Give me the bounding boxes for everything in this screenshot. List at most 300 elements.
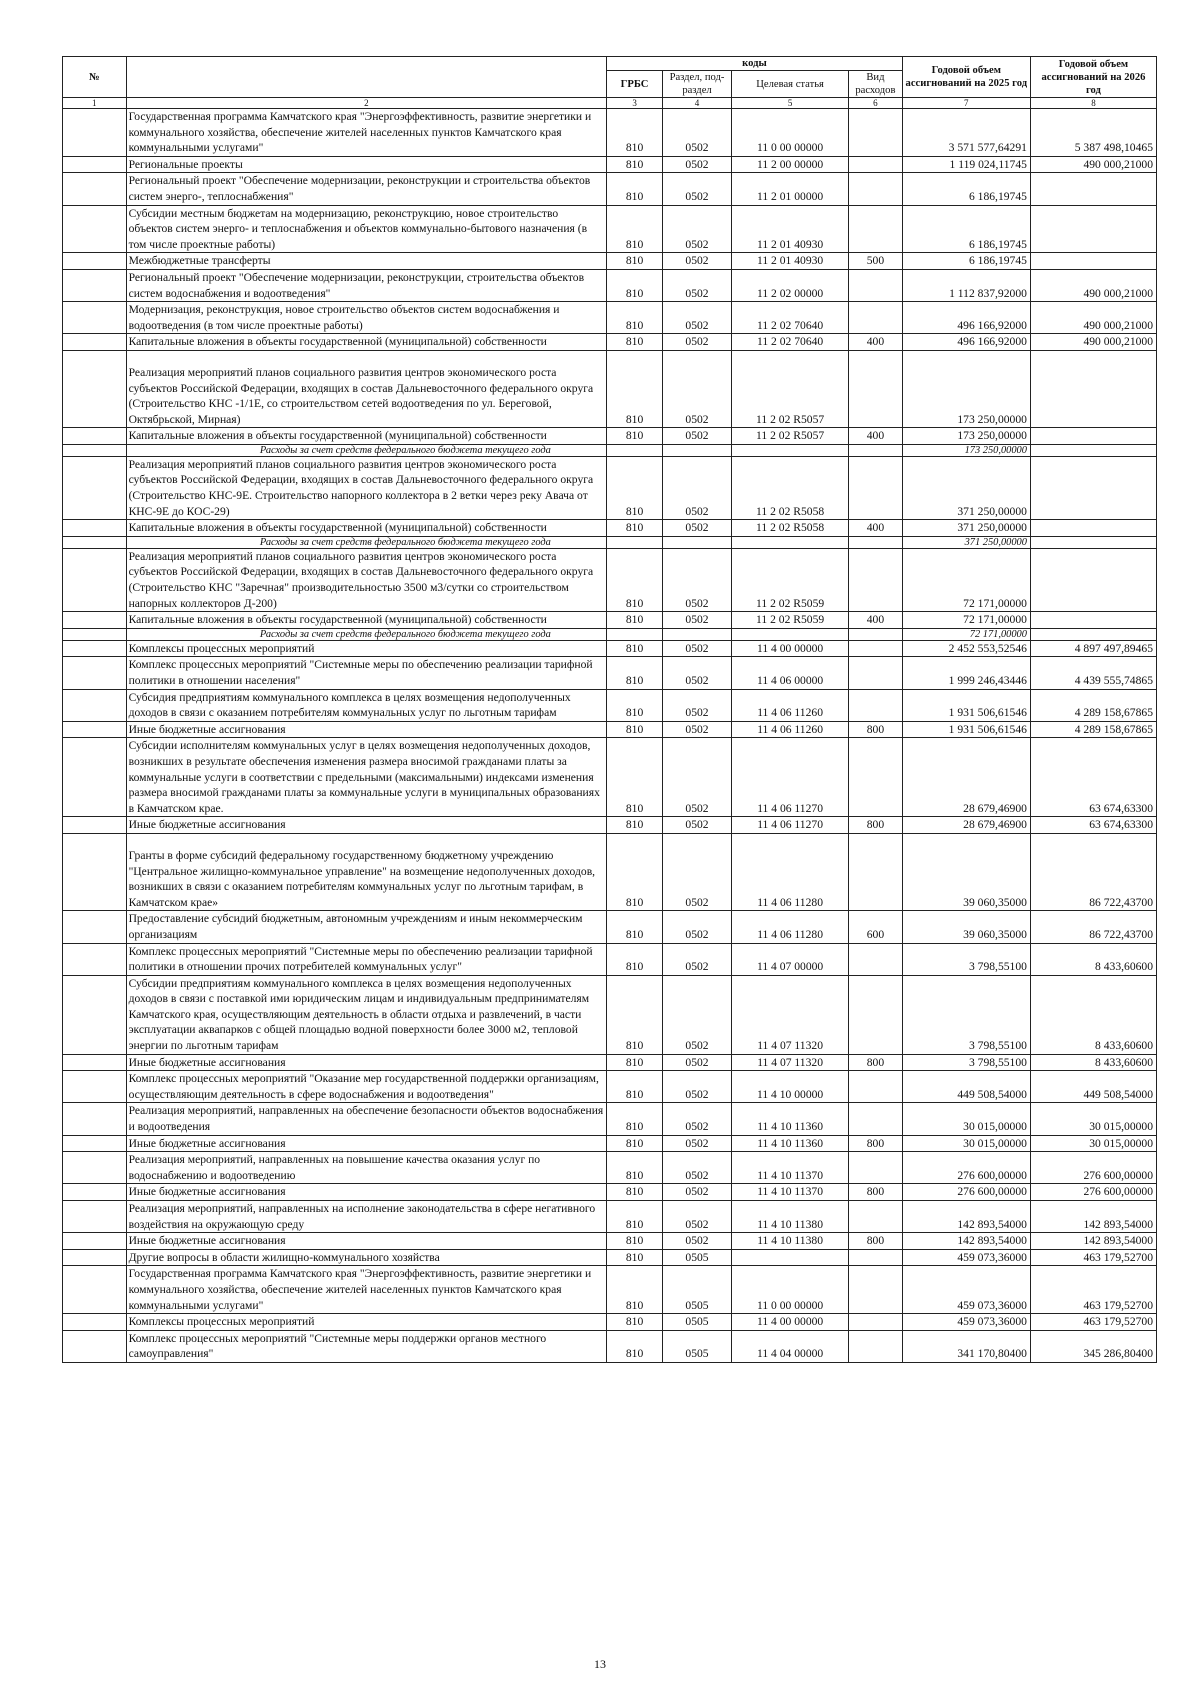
cell-type: 400	[849, 520, 903, 537]
cell-v2025: 1 119 024,11745	[902, 156, 1030, 173]
cell-section: 0502	[662, 689, 731, 721]
cell-name: Субсидии местным бюджетам на модернизацию, реконструкцию, новое строительство объектов систем энерго- и теплоснабжения и объектов коммунально-бытового назначения (в том числе проектные работы)	[126, 205, 607, 253]
cell-target: 11 2 02 70640	[732, 334, 849, 351]
cell-v2025: 1 999 246,43446	[902, 657, 1030, 689]
cell-name: Реализация мероприятий, направленных на обеспечение безопасности объектов водоснабжения и водоотведения	[126, 1103, 607, 1135]
cell-target: 11 2 02 R5059	[732, 612, 849, 629]
cell-name: Межбюджетные трансферты	[126, 253, 607, 270]
cell-name: Капитальные вложения в объекты государственной (муниципальной) собственности	[126, 334, 607, 351]
cell-section: 0502	[662, 1054, 731, 1071]
cell-type: 600	[849, 911, 903, 943]
cell-grbs: 810	[607, 1054, 663, 1071]
table-row	[63, 1249, 1157, 1266]
table-header	[63, 57, 1157, 109]
cell-type	[849, 1314, 903, 1331]
cell-v2026	[1030, 456, 1156, 519]
cell-grbs: 810	[607, 1071, 663, 1103]
cell-type: 400	[849, 612, 903, 629]
cell-section: 0502	[662, 456, 731, 519]
table-row	[63, 334, 1157, 351]
cell-grbs: 810	[607, 975, 663, 1054]
column-number: 4	[662, 98, 731, 109]
cell-section	[662, 536, 731, 548]
cell-name: Государственная программа Камчатского края "Энергоэффективность, развитие энергетики и коммунального хозяйства, обеспечение жителей населенных пунктов Камчатского края коммунальными услугами"	[126, 1266, 607, 1314]
cell-v2025: 459 073,36000	[902, 1314, 1030, 1331]
table-row	[63, 302, 1157, 334]
cell-section: 0502	[662, 1201, 731, 1233]
cell-section: 0502	[662, 269, 731, 301]
cell-type	[849, 1266, 903, 1314]
cell-v2026: 30 015,00000	[1030, 1103, 1156, 1135]
cell-name: Региональный проект "Обеспечение модернизации, реконструкции и строительства объектов систем энерго-, теплоснабжения"	[126, 173, 607, 205]
cell-section: 0502	[662, 109, 731, 157]
cell-section: 0502	[662, 833, 731, 910]
cell-no	[63, 1071, 127, 1103]
column-number: 6	[849, 98, 903, 109]
cell-no	[63, 456, 127, 519]
cell-v2025: 3 571 577,64291	[902, 109, 1030, 157]
cell-v2026: 63 674,63300	[1030, 817, 1156, 834]
cell-section: 0505	[662, 1330, 731, 1362]
cell-type: 800	[849, 721, 903, 738]
cell-name: Государственная программа Камчатского края "Энергоэффективность, развитие энергетики и коммунального хозяйства, обеспечение жителей населенных пунктов Камчатского края коммунальными услугами"	[126, 109, 607, 157]
cell-grbs: 810	[607, 1314, 663, 1331]
cell-no	[63, 911, 127, 943]
cell-grbs: 810	[607, 520, 663, 537]
table-row	[63, 1314, 1157, 1331]
cell-v2025: 2 452 553,52546	[902, 640, 1030, 657]
cell-grbs: 810	[607, 428, 663, 445]
cell-section: 0502	[662, 738, 731, 817]
cell-type	[849, 205, 903, 253]
cell-v2026: 490 000,21000	[1030, 334, 1156, 351]
cell-section	[662, 444, 731, 456]
table-row	[63, 943, 1157, 975]
cell-type	[849, 1249, 903, 1266]
cell-v2025: 39 060,35000	[902, 911, 1030, 943]
cell-v2026	[1030, 520, 1156, 537]
cell-grbs: 810	[607, 640, 663, 657]
cell-v2026	[1030, 205, 1156, 253]
cell-grbs: 810	[607, 156, 663, 173]
cell-v2026: 5 387 498,10465	[1030, 109, 1156, 157]
cell-v2026: 8 433,60600	[1030, 1054, 1156, 1071]
cell-type	[849, 109, 903, 157]
cell-no	[63, 1314, 127, 1331]
table-row	[63, 640, 1157, 657]
cell-target: 11 4 07 00000	[732, 943, 849, 975]
table-row	[63, 1054, 1157, 1071]
cell-v2026	[1030, 428, 1156, 445]
cell-grbs: 810	[607, 173, 663, 205]
cell-no	[63, 943, 127, 975]
cell-type	[849, 156, 903, 173]
table-row	[63, 269, 1157, 301]
cell-target: 11 4 10 11360	[732, 1103, 849, 1135]
cell-v2025: 496 166,92000	[902, 334, 1030, 351]
column-number: 2	[126, 98, 607, 109]
cell-target: 11 2 02 70640	[732, 302, 849, 334]
cell-target: 11 2 02 R5058	[732, 456, 849, 519]
cell-v2026: 142 893,54000	[1030, 1233, 1156, 1250]
cell-type: 500	[849, 253, 903, 270]
cell-v2026: 30 015,00000	[1030, 1135, 1156, 1152]
cell-no	[63, 302, 127, 334]
cell-v2025: 459 073,36000	[902, 1249, 1030, 1266]
cell-v2025: 173 250,00000	[902, 350, 1030, 427]
cell-v2025: 30 015,00000	[902, 1135, 1030, 1152]
cell-v2025: 1 112 837,92000	[902, 269, 1030, 301]
cell-grbs: 810	[607, 456, 663, 519]
cell-no	[63, 612, 127, 629]
cell-type	[849, 536, 903, 548]
cell-no	[63, 548, 127, 611]
cell-grbs: 810	[607, 657, 663, 689]
cell-no	[63, 1152, 127, 1184]
cell-no	[63, 205, 127, 253]
cell-v2026: 449 508,54000	[1030, 1071, 1156, 1103]
cell-name: Иные бюджетные ассигнования	[126, 1135, 607, 1152]
cell-name: Расходы за счет средств федерального бюджета текущего года	[126, 444, 607, 456]
cell-grbs: 810	[607, 817, 663, 834]
cell-type: 800	[849, 1135, 903, 1152]
cell-v2025: 496 166,92000	[902, 302, 1030, 334]
cell-grbs: 810	[607, 1249, 663, 1266]
cell-type	[849, 444, 903, 456]
cell-target: 11 2 00 00000	[732, 156, 849, 173]
cell-grbs: 810	[607, 205, 663, 253]
cell-name: Капитальные вложения в объекты государственной (муниципальной) собственности	[126, 612, 607, 629]
table-row	[63, 1233, 1157, 1250]
cell-section: 0502	[662, 640, 731, 657]
cell-no	[63, 444, 127, 456]
cell-name: Модернизация, реконструкция, новое строительство объектов систем водоснабжения и водоотведения (в том числе проектные работы)	[126, 302, 607, 334]
cell-name: Капитальные вложения в объекты государственной (муниципальной) собственности	[126, 428, 607, 445]
table-row	[63, 205, 1157, 253]
cell-name: Субсидия предприятиям коммунального комплекса в целях возмещения недополученных доходов в связи с оказанием потребителям коммунальных услуг по льготным тарифам	[126, 689, 607, 721]
cell-target	[732, 1249, 849, 1266]
cell-target: 11 2 01 00000	[732, 173, 849, 205]
cell-type	[849, 173, 903, 205]
column-number-row	[63, 98, 1157, 109]
cell-type	[849, 833, 903, 910]
table-row	[63, 548, 1157, 611]
cell-type: 800	[849, 817, 903, 834]
cell-type	[849, 975, 903, 1054]
cell-target: 11 4 10 00000	[732, 1071, 849, 1103]
cell-v2025: 6 186,19745	[902, 205, 1030, 253]
cell-target: 11 2 02 R5058	[732, 520, 849, 537]
cell-v2026: 4 897 497,89465	[1030, 640, 1156, 657]
table-row	[63, 612, 1157, 629]
cell-grbs: 810	[607, 1184, 663, 1201]
cell-v2025: 276 600,00000	[902, 1184, 1030, 1201]
cell-section: 0505	[662, 1314, 731, 1331]
cell-grbs: 810	[607, 1266, 663, 1314]
cell-name: Региональные проекты	[126, 156, 607, 173]
cell-section: 0502	[662, 657, 731, 689]
cell-name: Комплекс процессных мероприятий "Оказание мер государственной поддержки организациям, осуществляющим деятельность в сфере водоснабжения и водоотведения"	[126, 1071, 607, 1103]
cell-no	[63, 1233, 127, 1250]
table-row	[63, 1135, 1157, 1152]
table-row	[63, 657, 1157, 689]
column-number: 7	[902, 98, 1030, 109]
cell-type	[849, 628, 903, 640]
cell-type	[849, 1152, 903, 1184]
cell-no	[63, 520, 127, 537]
cell-name: Иные бюджетные ассигнования	[126, 1184, 607, 1201]
cell-no	[63, 334, 127, 351]
cell-v2025: 142 893,54000	[902, 1201, 1030, 1233]
cell-name: Комплексы процессных мероприятий	[126, 640, 607, 657]
cell-grbs: 810	[607, 253, 663, 270]
table-row	[63, 109, 1157, 157]
cell-target: 11 2 02 R5057	[732, 350, 849, 427]
cell-target: 11 0 00 00000	[732, 109, 849, 157]
cell-type	[849, 943, 903, 975]
cell-v2026: 8 433,60600	[1030, 943, 1156, 975]
cell-no	[63, 156, 127, 173]
cell-v2025: 173 250,00000	[902, 444, 1030, 456]
table-row	[63, 428, 1157, 445]
cell-grbs: 810	[607, 1103, 663, 1135]
cell-no	[63, 1184, 127, 1201]
cell-grbs	[607, 628, 663, 640]
cell-target: 11 4 10 11370	[732, 1152, 849, 1184]
cell-target: 11 2 02 R5059	[732, 548, 849, 611]
table-row	[63, 1266, 1157, 1314]
cell-type: 800	[849, 1184, 903, 1201]
cell-section	[662, 628, 731, 640]
cell-name: Реализация мероприятий, направленных на исполнение законодательства в сфере негативного воздействия на окружающую среду	[126, 1201, 607, 1233]
cell-name: Предоставление субсидий бюджетным, автономным учреждениям и иным некоммерческим организациям	[126, 911, 607, 943]
header-expense-type: Вид расходов	[849, 71, 903, 98]
header-codes: коды	[607, 57, 903, 71]
cell-target	[732, 628, 849, 640]
cell-v2025: 142 893,54000	[902, 1233, 1030, 1250]
cell-target: 11 2 02 00000	[732, 269, 849, 301]
cell-v2026	[1030, 173, 1156, 205]
cell-target	[732, 536, 849, 548]
cell-name: Расходы за счет средств федерального бюджета текущего года	[126, 628, 607, 640]
table-row	[63, 1330, 1157, 1362]
table-row	[63, 456, 1157, 519]
cell-v2026: 86 722,43700	[1030, 911, 1156, 943]
cell-section: 0502	[662, 520, 731, 537]
cell-name: Реализация мероприятий планов социального развития центров экономического роста субъектов Российской Федерации, входящих в состав Дальневосточного федерального округа (Строительство КНС "Заречная" производительностью 3500 м3/сутки со строительством напорных коллекторов Д-200)	[126, 548, 607, 611]
cell-name: Капитальные вложения в объекты государственной (муниципальной) собственности	[126, 520, 607, 537]
cell-name: Реализация мероприятий планов социального развития центров экономического роста субъектов Российской Федерации, входящих в состав Дальневосточного федерального округа (Строительство КНС -1/1Е, со строительством сетей водоотведения по ул. Береговой, Октябрьской, Мирная)	[126, 350, 607, 427]
cell-name: Комплекс процессных мероприятий "Системные меры поддержки органов местного самоуправления"	[126, 1330, 607, 1362]
cell-no	[63, 1135, 127, 1152]
cell-grbs: 810	[607, 738, 663, 817]
table-row	[63, 1184, 1157, 1201]
table-subrow	[63, 444, 1157, 456]
cell-v2025: 6 186,19745	[902, 253, 1030, 270]
header-volume-2025: Годовой объем ассигнований на 2025 год	[902, 57, 1030, 98]
cell-section: 0502	[662, 350, 731, 427]
table-row	[63, 1103, 1157, 1135]
cell-section: 0502	[662, 943, 731, 975]
cell-section: 0502	[662, 1103, 731, 1135]
cell-v2025: 3 798,55100	[902, 1054, 1030, 1071]
table-row	[63, 253, 1157, 270]
cell-type	[849, 350, 903, 427]
table-row	[63, 520, 1157, 537]
cell-no	[63, 1103, 127, 1135]
cell-v2025: 30 015,00000	[902, 1103, 1030, 1135]
cell-no	[63, 1249, 127, 1266]
cell-v2026: 4 289 158,67865	[1030, 721, 1156, 738]
cell-section: 0502	[662, 1233, 731, 1250]
cell-name: Расходы за счет средств федерального бюджета текущего года	[126, 536, 607, 548]
cell-v2026: 63 674,63300	[1030, 738, 1156, 817]
cell-v2026: 490 000,21000	[1030, 302, 1156, 334]
cell-v2025: 3 798,55100	[902, 943, 1030, 975]
cell-v2025: 371 250,00000	[902, 536, 1030, 548]
cell-v2025: 28 679,46900	[902, 738, 1030, 817]
cell-v2026	[1030, 612, 1156, 629]
cell-v2026: 4 289 158,67865	[1030, 689, 1156, 721]
table-row	[63, 817, 1157, 834]
cell-target: 11 4 06 11260	[732, 689, 849, 721]
table-row	[63, 721, 1157, 738]
cell-v2026: 8 433,60600	[1030, 975, 1156, 1054]
cell-v2026: 4 439 555,74865	[1030, 657, 1156, 689]
cell-target	[732, 444, 849, 456]
cell-name: Другие вопросы в области жилищно-коммунального хозяйства	[126, 1249, 607, 1266]
cell-target: 11 4 07 11320	[732, 975, 849, 1054]
cell-type	[849, 689, 903, 721]
cell-grbs: 810	[607, 1233, 663, 1250]
cell-target: 11 4 06 11270	[732, 817, 849, 834]
cell-section: 0502	[662, 1184, 731, 1201]
table-subrow	[63, 628, 1157, 640]
table-subrow	[63, 536, 1157, 548]
column-number: 8	[1030, 98, 1156, 109]
cell-no	[63, 738, 127, 817]
cell-section: 0505	[662, 1266, 731, 1314]
cell-name: Иные бюджетные ассигнования	[126, 1054, 607, 1071]
cell-name: Комплексы процессных мероприятий	[126, 1314, 607, 1331]
cell-v2026: 463 179,52700	[1030, 1249, 1156, 1266]
cell-type: 800	[849, 1233, 903, 1250]
cell-target: 11 4 06 11260	[732, 721, 849, 738]
cell-v2026	[1030, 253, 1156, 270]
cell-grbs: 810	[607, 269, 663, 301]
header-name	[126, 57, 607, 98]
cell-grbs: 810	[607, 1201, 663, 1233]
cell-target: 11 4 10 11380	[732, 1233, 849, 1250]
cell-type: 800	[849, 1054, 903, 1071]
cell-grbs: 810	[607, 943, 663, 975]
cell-name: Субсидии предприятиям коммунального комплекса в целях возмещения недополученных доходов в связи с поставкой ими юридическим лицам и индивидуальным предпринимателям Камчатского края, осуществляющим деятельность в области отдыха и развлечений, в части эксплуатации аквапарков с общей площадью водной поверхности более 3000 м2, тепловой энергии по льготным тарифам	[126, 975, 607, 1054]
cell-section: 0502	[662, 911, 731, 943]
table-row	[63, 173, 1157, 205]
cell-name: Реализация мероприятий, направленных на повышение качества оказания услуг по водоснабжению и водоотведению	[126, 1152, 607, 1184]
column-number: 5	[732, 98, 849, 109]
cell-target: 11 4 10 11380	[732, 1201, 849, 1233]
cell-section: 0502	[662, 975, 731, 1054]
cell-v2026	[1030, 628, 1156, 640]
cell-section: 0502	[662, 334, 731, 351]
cell-no	[63, 1201, 127, 1233]
cell-target: 11 2 01 40930	[732, 205, 849, 253]
cell-target: 11 4 00 00000	[732, 640, 849, 657]
cell-grbs: 810	[607, 302, 663, 334]
cell-target: 11 2 01 40930	[732, 253, 849, 270]
cell-no	[63, 657, 127, 689]
cell-v2026: 490 000,21000	[1030, 156, 1156, 173]
table-row	[63, 350, 1157, 427]
cell-no	[63, 640, 127, 657]
cell-no	[63, 350, 127, 427]
cell-grbs: 810	[607, 350, 663, 427]
table-row	[63, 738, 1157, 817]
cell-v2025: 449 508,54000	[902, 1071, 1030, 1103]
cell-v2026: 142 893,54000	[1030, 1201, 1156, 1233]
budget-table-sheet	[62, 56, 1157, 1363]
cell-target: 11 4 06 11270	[732, 738, 849, 817]
cell-section: 0502	[662, 1135, 731, 1152]
cell-type	[849, 738, 903, 817]
cell-name: Иные бюджетные ассигнования	[126, 817, 607, 834]
cell-no	[63, 1054, 127, 1071]
cell-grbs: 810	[607, 612, 663, 629]
cell-name: Иные бюджетные ассигнования	[126, 1233, 607, 1250]
cell-v2026: 463 179,52700	[1030, 1266, 1156, 1314]
cell-v2026	[1030, 536, 1156, 548]
cell-no	[63, 253, 127, 270]
cell-v2025: 3 798,55100	[902, 975, 1030, 1054]
cell-v2025: 1 931 506,61546	[902, 721, 1030, 738]
table-row	[63, 689, 1157, 721]
cell-no	[63, 536, 127, 548]
cell-grbs: 810	[607, 334, 663, 351]
cell-section: 0502	[662, 156, 731, 173]
cell-name: Комплекс процессных мероприятий "Системные меры по обеспечению реализации тарифной политики в отношении населения"	[126, 657, 607, 689]
cell-no	[63, 173, 127, 205]
cell-section: 0502	[662, 548, 731, 611]
cell-target: 11 2 02 R5057	[732, 428, 849, 445]
cell-grbs: 810	[607, 721, 663, 738]
cell-v2025: 72 171,00000	[902, 612, 1030, 629]
table-row	[63, 1152, 1157, 1184]
cell-target: 11 4 07 11320	[732, 1054, 849, 1071]
table-row	[63, 911, 1157, 943]
cell-v2025: 173 250,00000	[902, 428, 1030, 445]
cell-v2025: 28 679,46900	[902, 817, 1030, 834]
cell-target: 11 4 06 00000	[732, 657, 849, 689]
cell-no	[63, 628, 127, 640]
header-target: Целевая статья	[732, 71, 849, 98]
column-number: 1	[63, 98, 127, 109]
cell-v2025: 459 073,36000	[902, 1266, 1030, 1314]
cell-type	[849, 1330, 903, 1362]
cell-grbs: 810	[607, 689, 663, 721]
cell-no	[63, 1266, 127, 1314]
cell-name: Реализация мероприятий планов социального развития центров экономического роста субъектов Российской Федерации, входящих в состав Дальневосточного федерального округа (Строительство КНС-9Е. Строительство напорного коллектора в 2 ветки через реку Авача от КНС-9Е до КОС-29)	[126, 456, 607, 519]
cell-grbs	[607, 444, 663, 456]
cell-type	[849, 1201, 903, 1233]
cell-no	[63, 1330, 127, 1362]
cell-section: 0502	[662, 1152, 731, 1184]
cell-section: 0502	[662, 612, 731, 629]
cell-v2025: 341 170,80400	[902, 1330, 1030, 1362]
table-body	[63, 109, 1157, 1363]
cell-no	[63, 817, 127, 834]
cell-section: 0502	[662, 817, 731, 834]
